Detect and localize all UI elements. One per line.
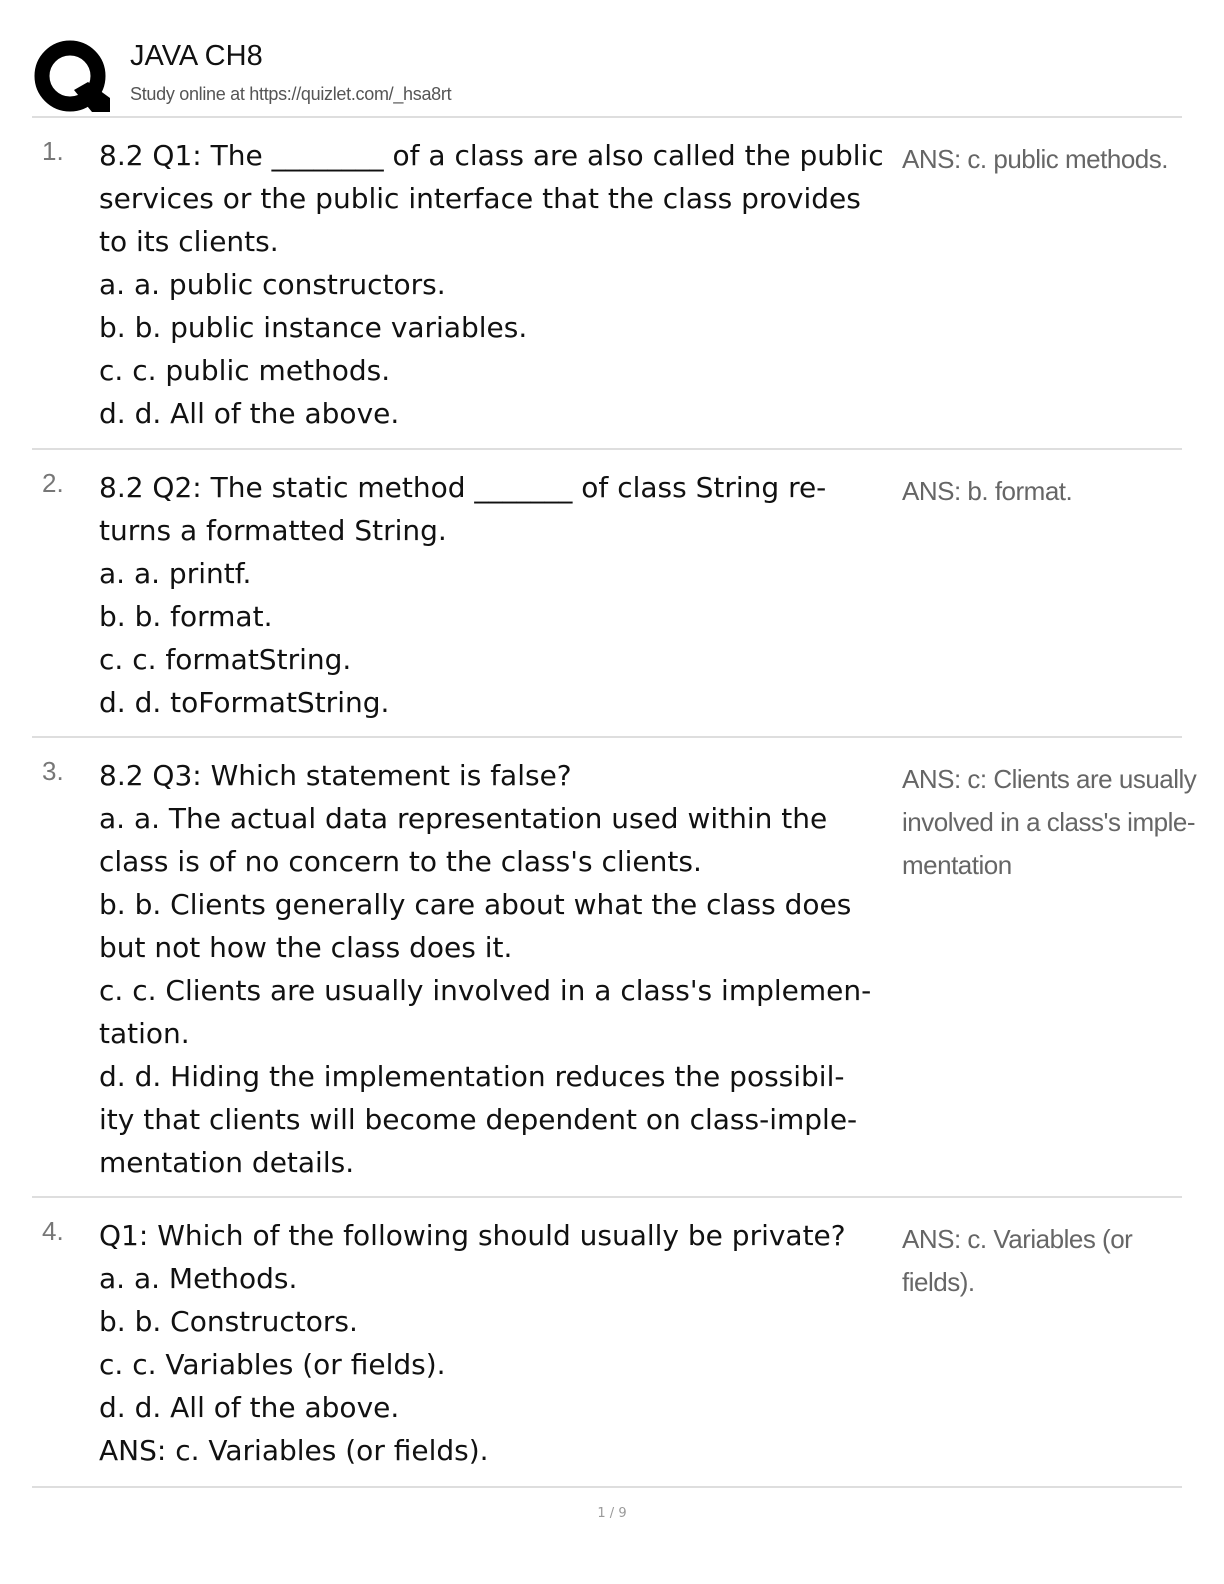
- card-answer: [902, 758, 1197, 887]
- term-line: d. d. Hiding the implementation reduces the possibil-: [99, 1060, 845, 1093]
- card-term: [99, 754, 899, 1184]
- card-answer: [902, 1218, 1182, 1304]
- answer-line: ANS: c. public methods.: [902, 144, 1168, 174]
- term-line: b. b. Clients generally care about what the class does: [99, 888, 852, 921]
- header-divider: [32, 116, 1182, 118]
- term-line: d. d. toFormatString.: [99, 686, 390, 719]
- term-line: services or the public interface that the class provides: [99, 182, 861, 215]
- term-line: tation.: [99, 1017, 190, 1050]
- answer-line: ANS: c: Clients are usually: [902, 764, 1197, 794]
- term-line: c. c. public methods.: [99, 354, 391, 387]
- term-line: 8.2 Q2: The static method _______ of class String re-: [99, 471, 827, 504]
- answer-line: ANS: c. Variables (or: [902, 1224, 1133, 1254]
- page-number: 1 / 9: [597, 1506, 627, 1521]
- term-line: c. c. Variables (or fields).: [99, 1348, 446, 1381]
- card-term: [99, 1214, 899, 1472]
- flashcard-1: [32, 124, 1182, 450]
- term-line: b. b. format.: [99, 600, 273, 633]
- answer-line: ANS: b. format.: [902, 476, 1073, 506]
- term-line: Q1: Which of the following should usually be private?: [99, 1219, 846, 1252]
- set-title: JAVA CH8: [130, 40, 263, 72]
- card-number: 3.: [42, 756, 64, 786]
- card-answer: [902, 470, 1182, 513]
- answer-line: fields).: [902, 1267, 975, 1297]
- quizlet-q-logo-icon: [34, 38, 110, 114]
- term-line: ANS: c. Variables (or fields).: [99, 1434, 489, 1467]
- flashcard-2: [32, 456, 1182, 738]
- card-number: 2.: [42, 468, 64, 498]
- flashcard-3: [32, 744, 1197, 1198]
- term-line: d. d. All of the above.: [99, 397, 400, 430]
- term-line: class is of no concern to the class's clients.: [99, 845, 702, 878]
- term-line: c. c. formatString.: [99, 643, 352, 676]
- term-line: a. a. The actual data representation used within the: [99, 802, 828, 835]
- card-number: 1.: [42, 136, 64, 166]
- term-line: c. c. Clients are usually involved in a class's implemen-: [99, 974, 872, 1007]
- set-header: [32, 32, 1182, 116]
- term-line: a. a. public constructors.: [99, 268, 446, 301]
- term-line: 8.2 Q3: Which statement is false?: [99, 759, 572, 792]
- answer-line: involved in a class's imple-: [902, 807, 1195, 837]
- card-answer: [902, 138, 1182, 181]
- term-line: to its clients.: [99, 225, 279, 258]
- term-line: mentation details.: [99, 1146, 355, 1179]
- term-line: b. b. public instance variables.: [99, 311, 528, 344]
- term-line: d. d. All of the above.: [99, 1391, 400, 1424]
- term-line: but not how the class does it.: [99, 931, 513, 964]
- term-line: ity that clients will become dependent on class-imple-: [99, 1103, 858, 1136]
- term-line: a. a. printf.: [99, 557, 252, 590]
- card-term: [99, 466, 899, 724]
- flashcard-4: [32, 1204, 1182, 1488]
- term-line: turns a formatted String.: [99, 514, 447, 547]
- card-number: 4.: [42, 1216, 64, 1246]
- term-line: b. b. Constructors.: [99, 1305, 358, 1338]
- card-term: [99, 134, 899, 435]
- study-online-link[interactable]: Study online at https://quizlet.com/_hsa8rt: [130, 84, 452, 104]
- term-line: 8.2 Q1: The ________ of a class are also called the public: [99, 139, 884, 172]
- answer-line: mentation: [902, 850, 1012, 880]
- term-line: a. a. Methods.: [99, 1262, 298, 1295]
